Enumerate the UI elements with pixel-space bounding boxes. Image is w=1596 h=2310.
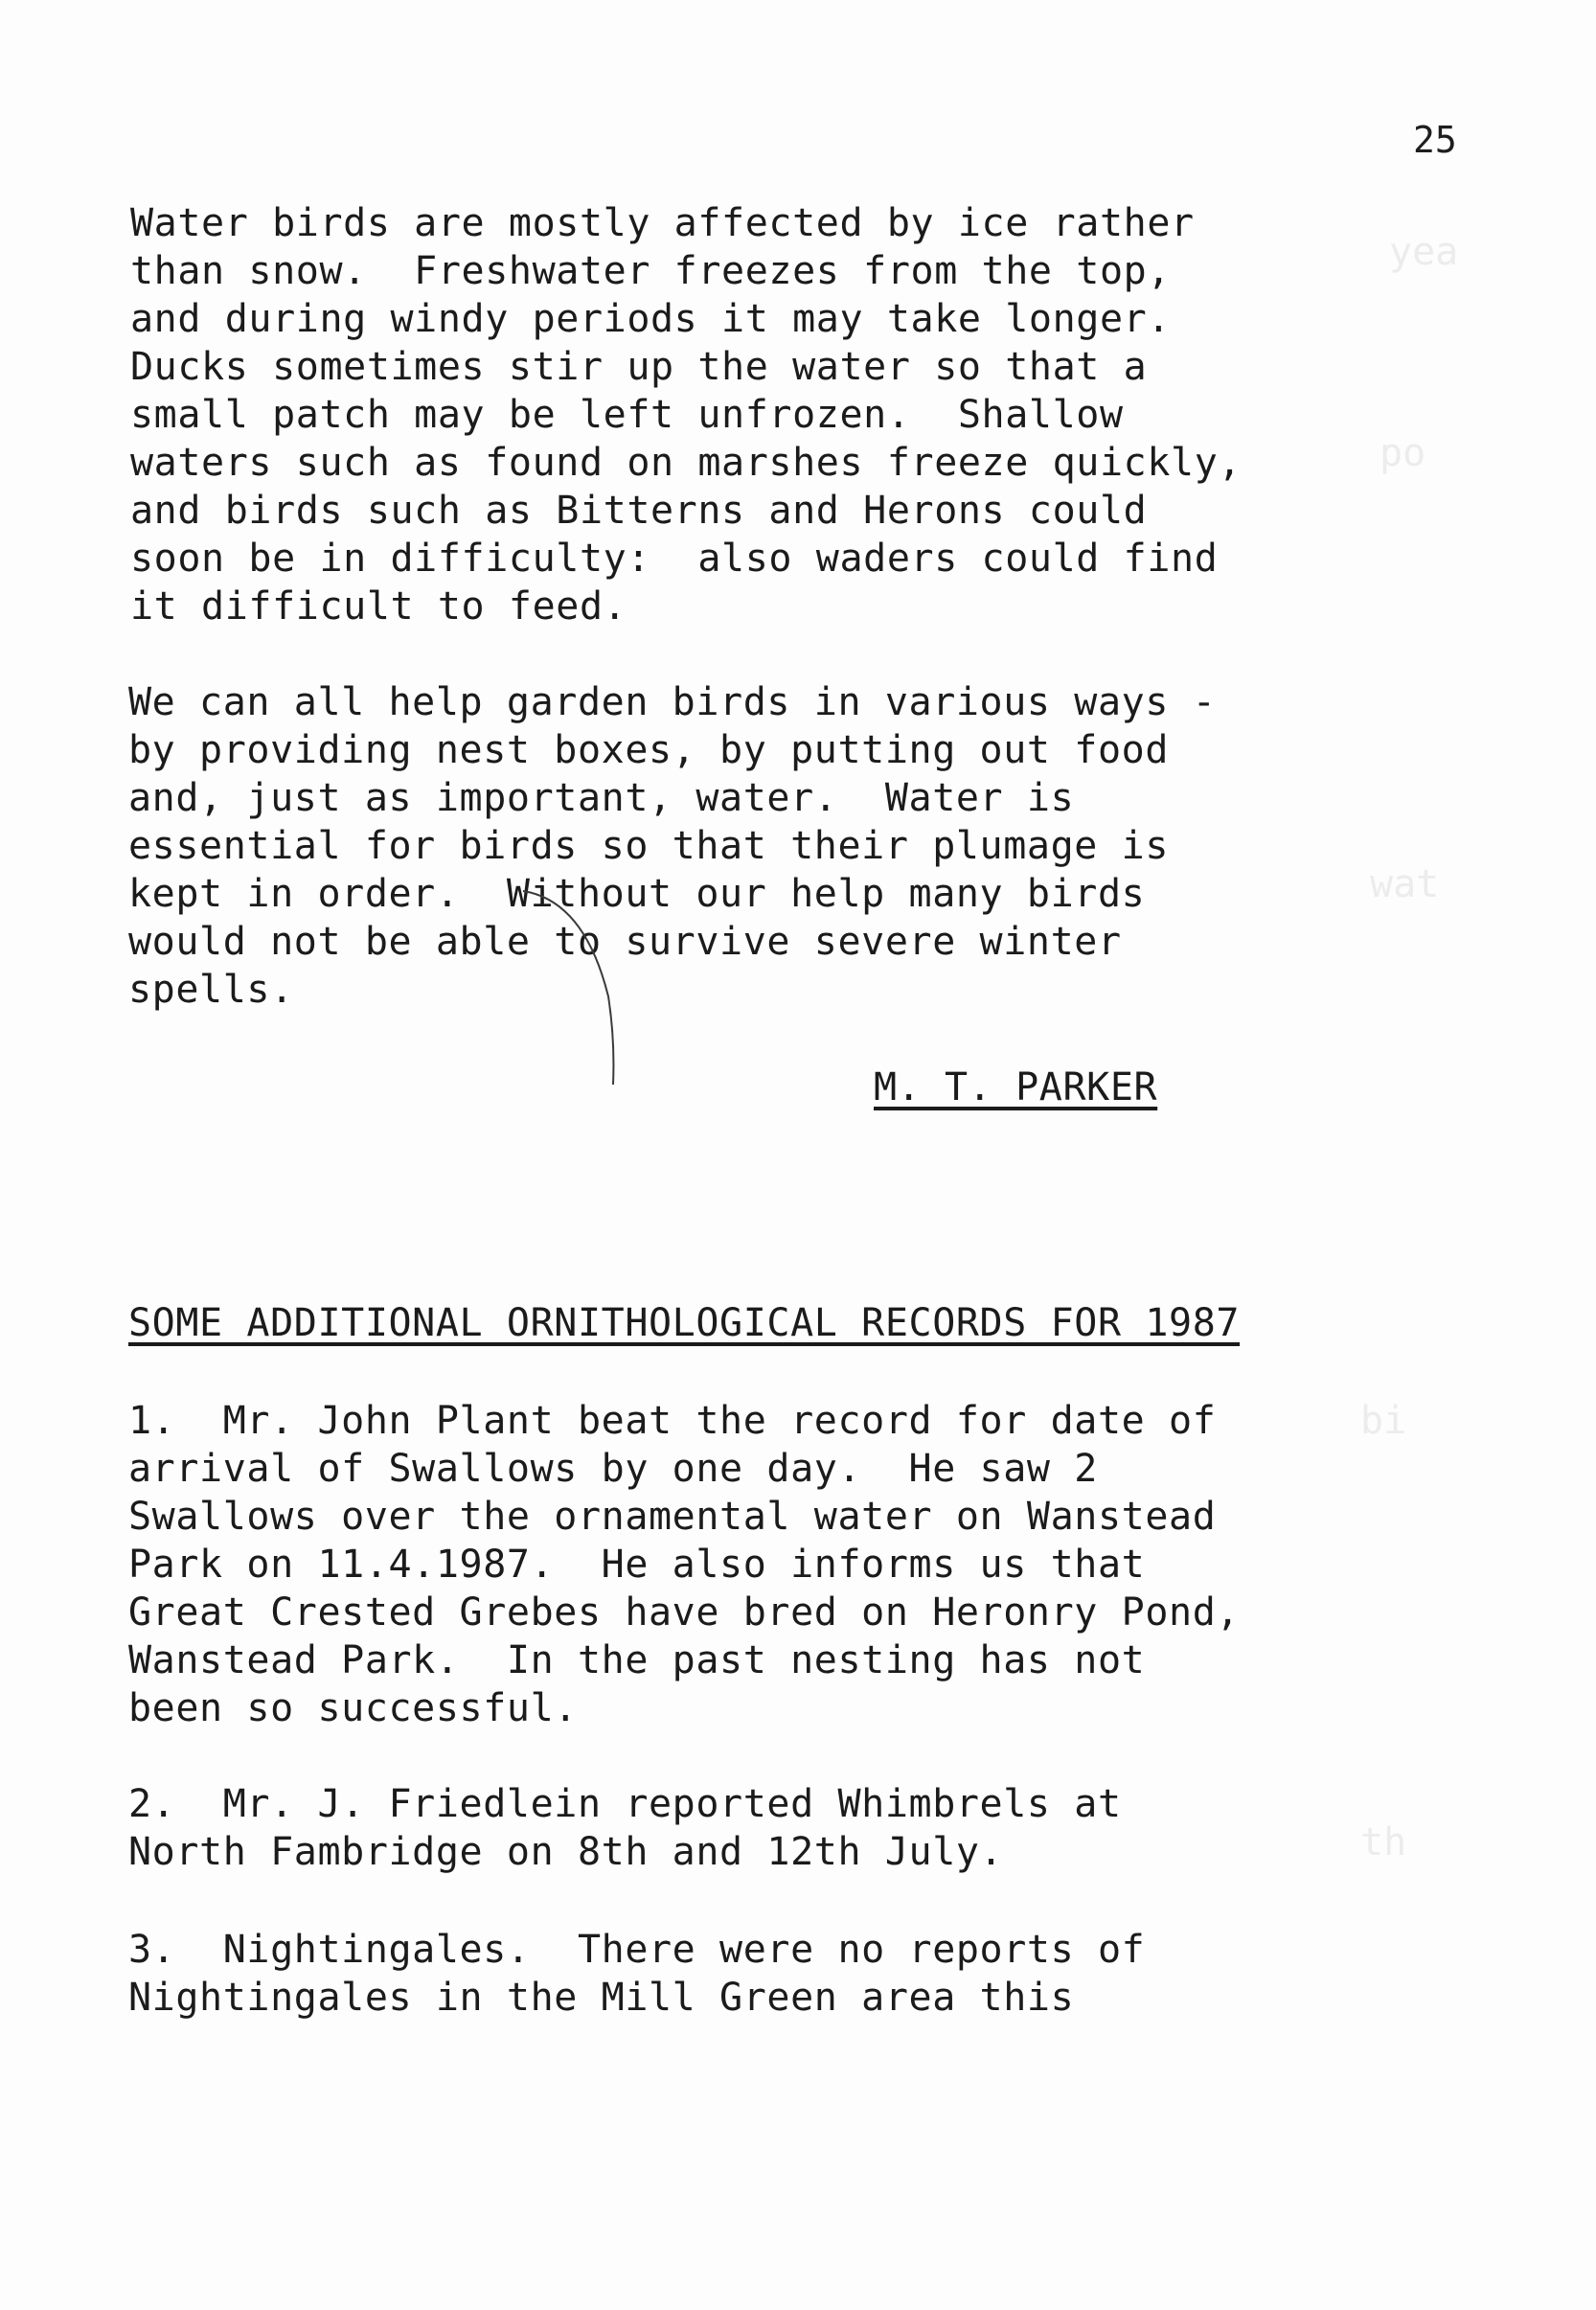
reverse-side-show-through: wat — [1370, 862, 1440, 906]
paragraph-line: and during windy periods it may take longer. — [130, 297, 1172, 341]
paragraph-line: and, just as important, water. Water is — [128, 776, 1075, 820]
paragraph-line: We can all help garden birds in various ways - — [128, 680, 1217, 724]
paragraph-line: and birds such as Bitterns and Herons could — [130, 489, 1148, 533]
author-signature: M. T. PARKER — [874, 1065, 1158, 1109]
paragraph-line: by providing nest boxes, by putting out food — [128, 728, 1170, 772]
record-line: Park on 11.4.1987. He also informs us that — [128, 1543, 1146, 1587]
paragraph-line: than snow. Freshwater freezes from the top, — [130, 249, 1172, 293]
record-line: 1. Mr. John Plant beat the record for date of — [128, 1399, 1217, 1443]
record-line: 3. Nightingales. There were no reports of — [128, 1928, 1146, 1972]
record-line: been so successful. — [128, 1686, 578, 1730]
paragraph-line: kept in order. Without our help many birds — [128, 872, 1146, 916]
paragraph-line: it difficult to feed. — [130, 584, 627, 629]
record-line: arrival of Swallows by one day. He saw 2 — [128, 1447, 1098, 1491]
paragraph-line: Water birds are mostly affected by ice rather — [130, 201, 1195, 245]
paragraph-line: small patch may be left unfrozen. Shallow — [130, 393, 1124, 437]
reverse-side-show-through: po — [1379, 431, 1426, 475]
paragraph-line: Ducks sometimes stir up the water so that a — [130, 345, 1148, 389]
reverse-side-show-through: bi — [1360, 1399, 1407, 1443]
reverse-side-show-through: yea — [1389, 230, 1459, 274]
record-line: Nightingales in the Mill Green area this — [128, 1976, 1075, 2020]
paragraph-line: would not be able to survive severe winter — [128, 920, 1122, 964]
record-line: Great Crested Grebes have bred on Heronry Pond, — [128, 1590, 1241, 1635]
record-line: Wanstead Park. In the past nesting has not — [128, 1638, 1146, 1682]
page-number: 25 — [1413, 119, 1457, 161]
record-line: North Fambridge on 8th and 12th July. — [128, 1830, 1004, 1874]
record-line: 2. Mr. J. Friedlein reported Whimbrels at — [128, 1782, 1122, 1826]
paragraph-line: waters such as found on marshes freeze quickly, — [130, 441, 1243, 485]
record-line: Swallows over the ornamental water on Wanstead — [128, 1495, 1217, 1539]
paragraph-line: spells. — [128, 968, 294, 1012]
paragraph-line: soon be in difficulty: also waders could find — [130, 537, 1219, 581]
section-heading: SOME ADDITIONAL ORNITHOLOGICAL RECORDS FOR 1987 — [128, 1301, 1241, 1345]
reverse-side-show-through: th — [1360, 1820, 1407, 1864]
pen-mark — [517, 881, 651, 1092]
paragraph-line: essential for birds so that their plumage is — [128, 824, 1170, 868]
